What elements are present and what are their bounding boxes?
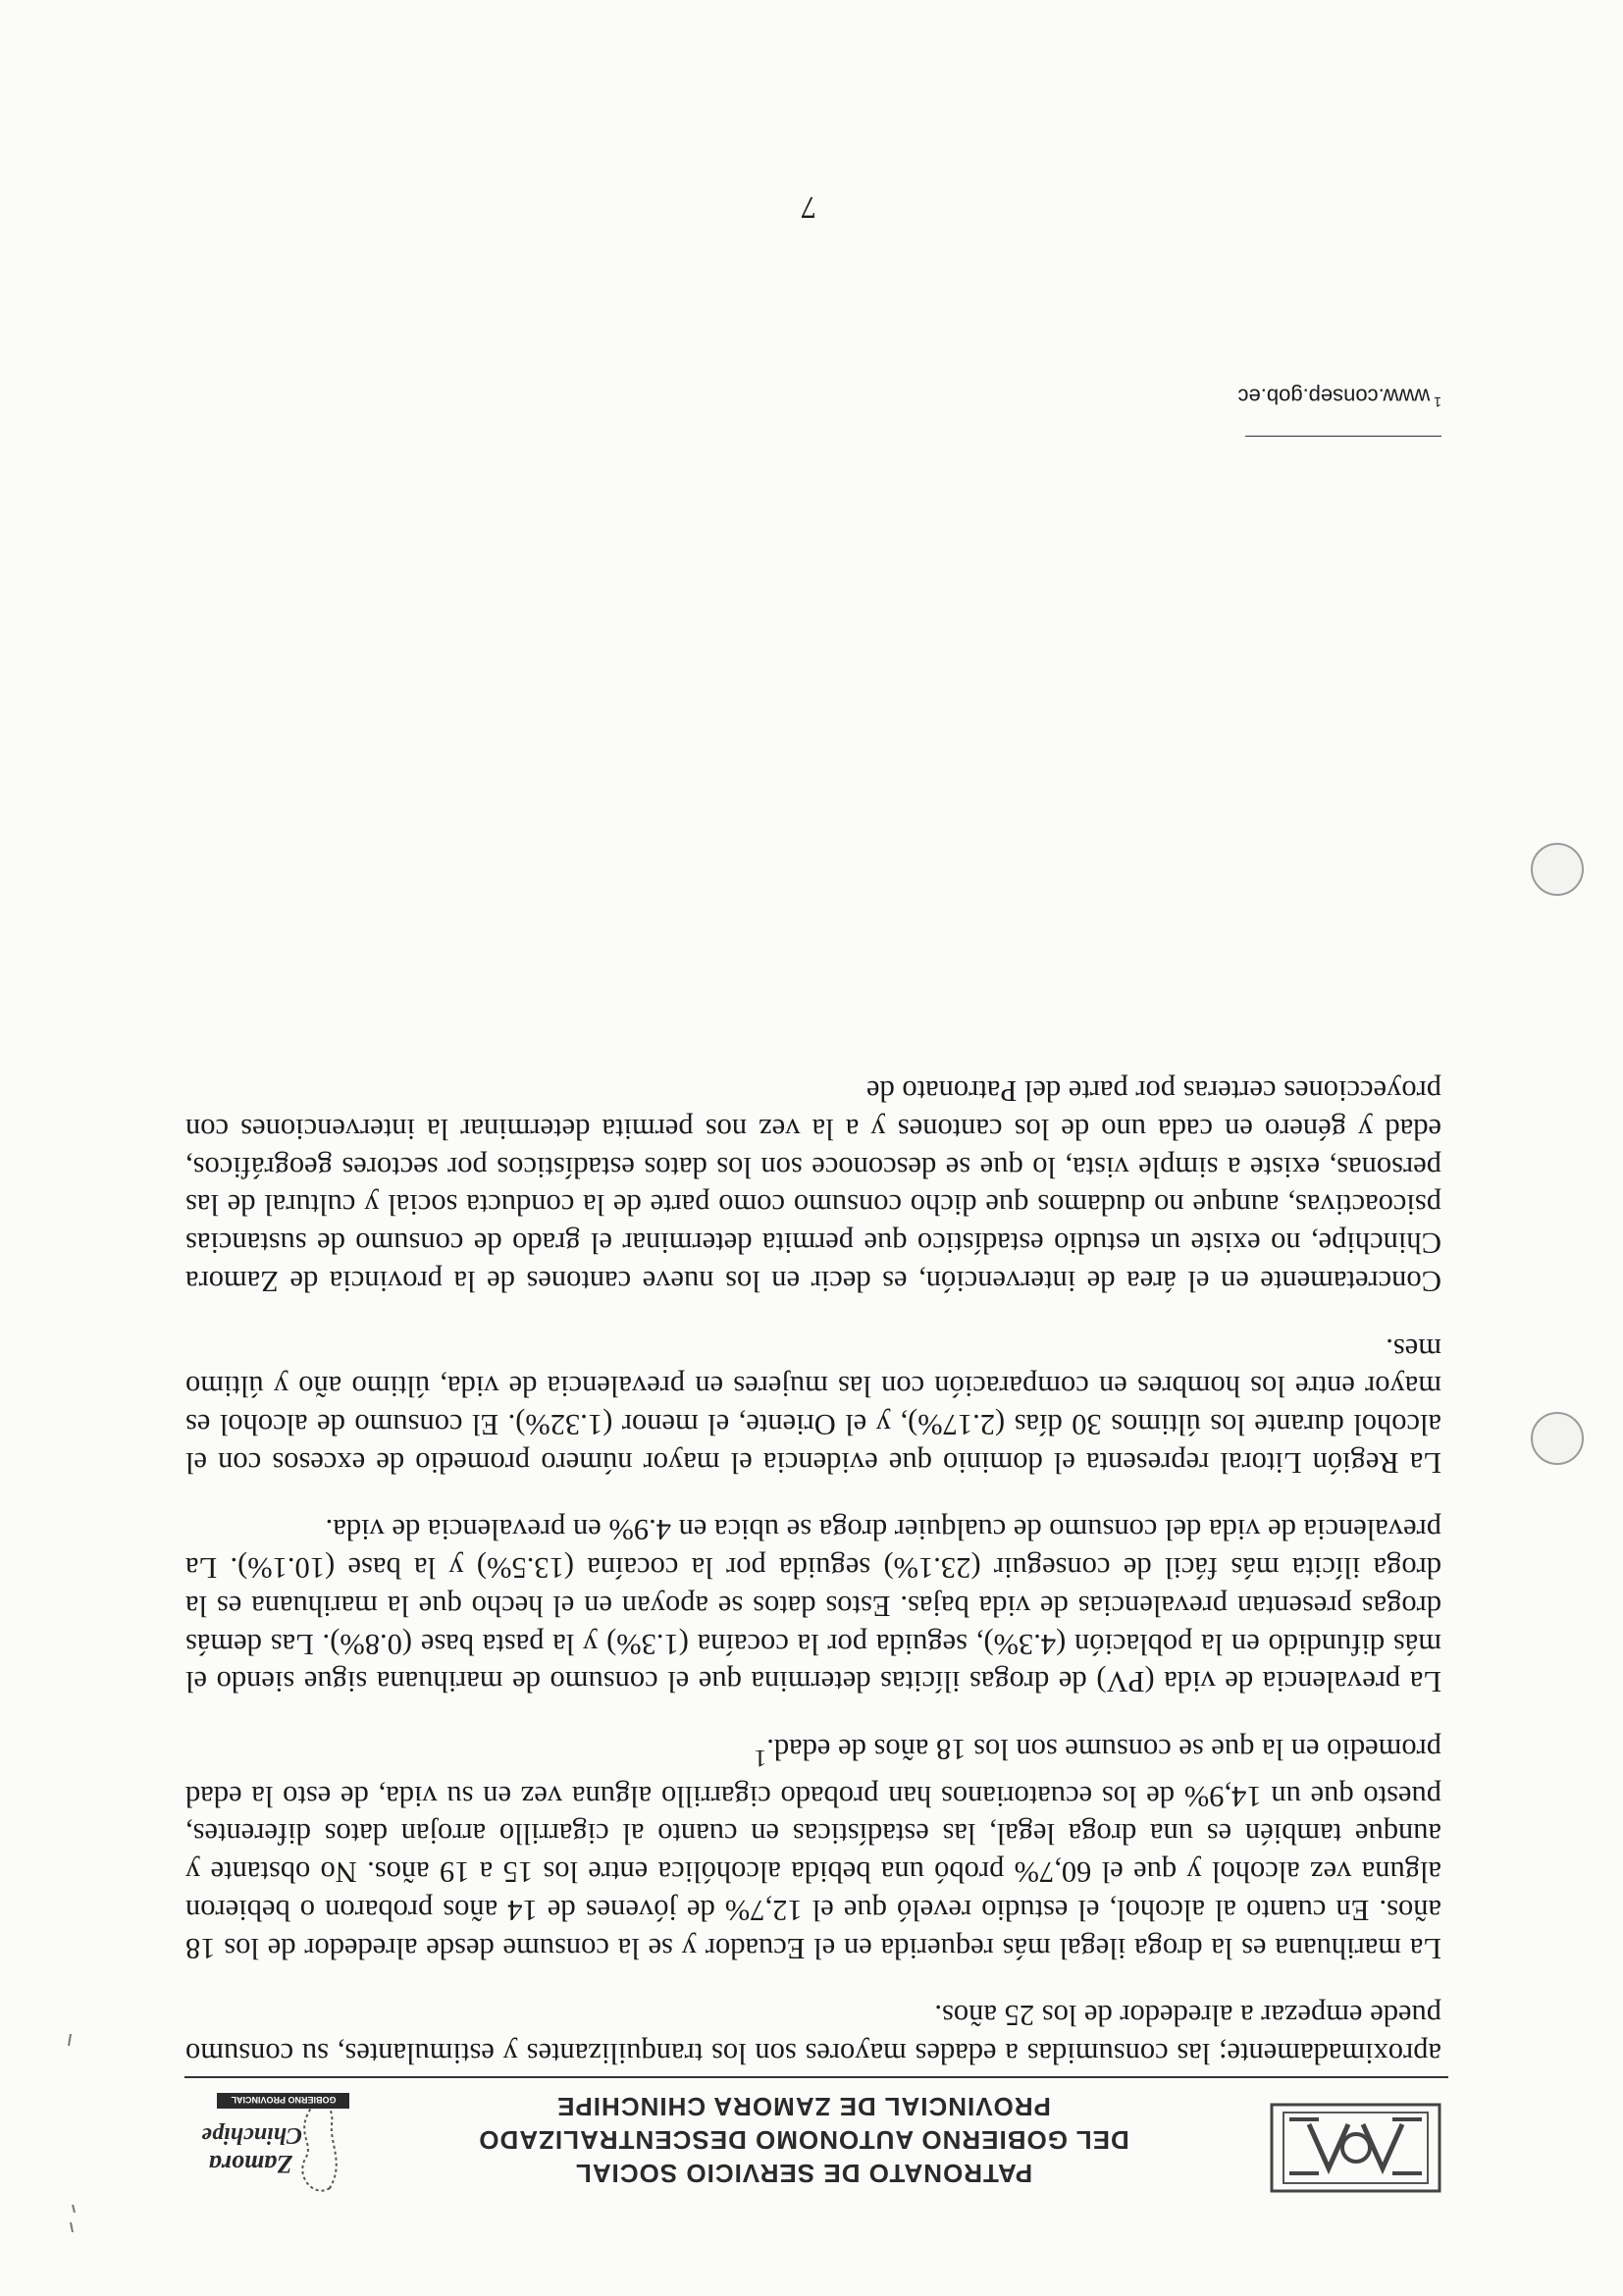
body-paragraph-text: La marihuana es la droga ilegal más requerida en el Ecuador y se la consume desde alrededor de los 18 años. En cuanto al alcohol, el estudio reveló que el 12,7% de jóvenes de 14 años probaron o bebieron alguna vez alcohol y que el 60,7% probó una bebida alcohólica entre los 15 a 19 años. No obstante y aunque también es una droga legal, las estadísticas en cuanto al cigarrillo arrojan datos diferentes, puesto que un 14,9% de los ecuatorianos han probado cigarrillo alguna vez en su vida, de esto la edad promedio en la que se consume son los 18 años de edad. [185,1732,1441,1965]
patronato-emblem-icon [1270,2103,1441,2193]
footnote [853,384,1441,410]
body-paragraph: La prevalencia de vida (PV) de drogas ilícitas determina que el consumo de marihuana sigue siendo el más difundido en la población (4.3%), seguida por la cocaína (1.3%) y la pasta base (0.8%). Las demás drogas presentan prevalencias de vida bajas. Estos datos se apoyan en el hecho que la marihuana es la droga ilícita más fácil de conseguir (23.1%) seguida por la cocaína (13.5%) y la base (10.1%). La prevalencia de vida del consumo de cualquier droga se ubica en 4.9% en prevalencia de vida. [185,1513,1441,1699]
logo-word-zamora: Zamora [208,2150,292,2178]
letterhead-title-line: DEL GOBIERNO AUTONOMO DESCENTRALIZADO [478,2125,1129,2155]
body-paragraph: La Región Litoral representa el dominio que evidencia el mayor número promedio de excesos con el alcohol durante los últimos 30 días (2.17%), y el Oriente, el menor (1.32%). El consumo de alcohol es mayor entre los hombres en comparación con las mujeres en prevalencia de vida, último año y último mes. [185,1331,1441,1480]
body-paragraph: aproximadamente; las consumidas a edades mayores son los tranquilizantes y estimulantes, su consumo puede empezar a alrededor de los 25 años. [185,1999,1441,2070]
zamora-chinchipe-logo-icon [201,2085,349,2203]
logo-word-chinchipe: Chinchipe [201,2122,302,2148]
footnote-number: 1 [1434,394,1441,410]
letterhead-title [396,2090,1211,2190]
footnote-reference: 1 [754,1745,767,1773]
letterhead-title-line: PATRONATO DE SERVICIO SOCIAL [574,2159,1033,2188]
body-paragraph: Concretamente en el área de intervención, es decir en los nueve cantones de la provincia de Zamora Chinchipe, no existe un estudio estadístico que permita determinar el grado de consumo de sustancias psicoactivas, aunque no dudamos que dicho consumo como parte de la conducta social y cultural de las personas, existe a simple vista, lo que se desconoce son los datos estadísticos por sectores geográficos, edad y género en cada uno de los cantones y a la vez nos permita determinar la intervenciones con proyecciones certeras por parte del Patronato de [185,1074,1441,1298]
document-body [185,1072,1441,2072]
punch-hole [1531,843,1584,896]
header-divider [184,2076,1448,2078]
letterhead [0,2092,1623,2296]
letterhead-title-line: PROVINCIAL DE ZAMORA CHINCHIPE [556,2092,1051,2121]
logo-banner-text: GOBIERNO PROVINCIAL [231,2095,337,2105]
page-number: 7 [801,190,816,226]
punch-hole [1531,1412,1584,1465]
scan-margin-marks-icon [53,1997,92,2242]
footnote-divider [1245,436,1441,437]
body-paragraph [185,1730,1441,1966]
footnote-text: www.consep.gob.ec [1237,384,1431,409]
